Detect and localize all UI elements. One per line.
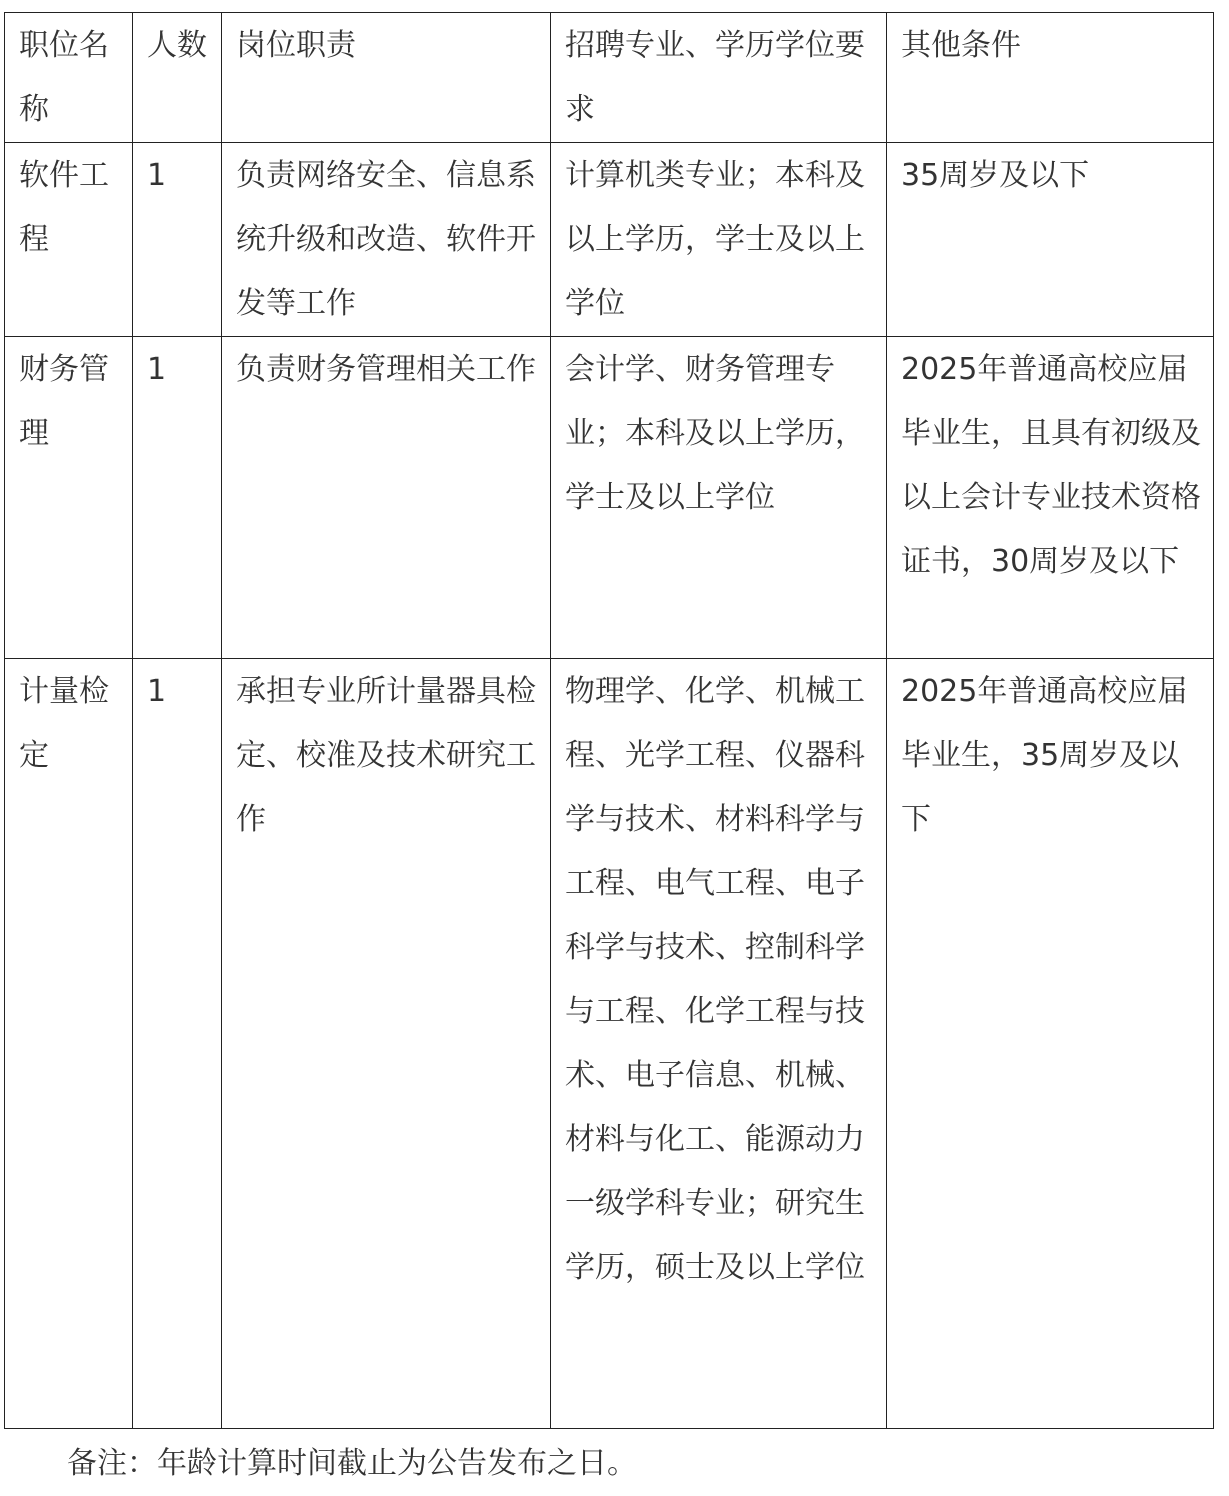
header-count (133, 13, 222, 143)
cell-count (133, 337, 222, 659)
table-row (5, 337, 1214, 659)
cell-requirements (551, 659, 887, 1429)
cell-count (133, 143, 222, 337)
requirements-text: 会计学、财务管理专业；本科及以上学历，学士及以上学位 (565, 352, 865, 515)
cell-position (5, 337, 133, 659)
count-text: 1 (147, 158, 167, 193)
cell-count (133, 659, 222, 1429)
count-text: 1 (147, 352, 167, 387)
recruitment-table-container (4, 12, 1214, 1429)
duties-text: 负责财务管理相关工作 (236, 352, 536, 387)
header-duties-label: 岗位职责 (236, 28, 356, 63)
position-text: 计量检定 (19, 674, 109, 773)
header-other-label: 其他条件 (901, 28, 1021, 63)
header-requirements-label: 招聘专业、学历学位要求 (565, 28, 865, 127)
cell-other (887, 337, 1214, 659)
header-count-label: 人数 (147, 28, 207, 63)
cell-other (887, 659, 1214, 1429)
header-position-label: 职位名称 (19, 28, 109, 127)
other-text: 35周岁及以下 (901, 158, 1090, 193)
footnote: 备注：年龄计算时间截止为公告发布之日。 (67, 1446, 637, 1481)
cell-duties (222, 143, 551, 337)
cell-position (5, 659, 133, 1429)
cell-duties (222, 337, 551, 659)
cell-duties (222, 659, 551, 1429)
other-text: 2025年普通高校应届毕业生，35周岁及以下 (901, 674, 1188, 837)
duties-text: 负责网络安全、信息系统升级和改造、软件开发等工作 (236, 158, 536, 321)
position-text: 软件工程 (19, 158, 109, 257)
table-row (5, 143, 1214, 337)
other-text: 2025年普通高校应届毕业生，且具有初级及以上会计专业技术资格证书，30周岁及以下 (901, 352, 1201, 579)
header-duties (222, 13, 551, 143)
duties-text: 承担专业所计量器具检定、校准及技术研究工作 (236, 674, 536, 837)
count-text: 1 (147, 674, 167, 709)
position-text: 财务管理 (19, 352, 109, 451)
cell-requirements (551, 143, 887, 337)
requirements-text: 计算机类专业；本科及以上学历，学士及以上学位 (565, 158, 865, 321)
table-row (5, 659, 1214, 1429)
table-header-row (5, 13, 1214, 143)
header-requirements (551, 13, 887, 143)
recruitment-table (4, 12, 1214, 1429)
cell-other (887, 143, 1214, 337)
header-position (5, 13, 133, 143)
cell-requirements (551, 337, 887, 659)
requirements-text: 物理学、化学、机械工程、光学工程、仪器科学与技术、材料科学与工程、电气工程、电子科学与技术、控制科学与工程、化学工程与技术、电子信息、机械、材料与化工、能源动力一级学科专业；研究生学历，硕士及以上学位 (565, 674, 865, 1285)
cell-position (5, 143, 133, 337)
header-other (887, 13, 1214, 143)
